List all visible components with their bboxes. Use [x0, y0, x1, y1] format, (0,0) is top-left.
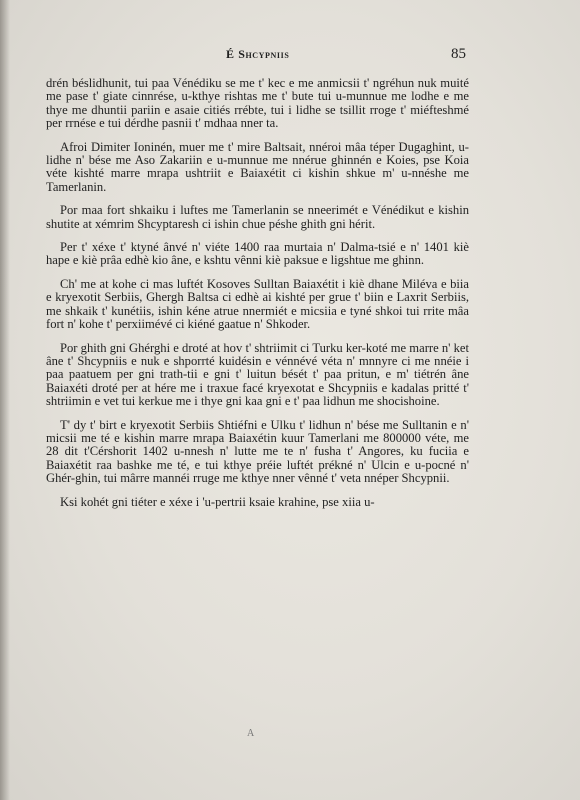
paragraph: Per t' xéxe t' ktyné ânvé n' viéte 1400 raa murtaia n' Dalma-tsié e n' 1401 kiè hape e kiè prâa edhè kio âne, e kshtu vênni kiè paksue e ligshtue me ghinn.	[46, 240, 469, 268]
paragraph: Ch' me at kohe ci mas luftét Kosoves Sulltan Baiaxétit i kiè dhane Miléva e biia e kryexotit Serbiis, Ghergh Baltsa ci edhè ai kishté per grue t' biin e Laxrit Serbiis, me shkaik t' kunétiis, ishin kéne atrue nnermiét e micsiia e tyné shkoi tui rrite mâa fort n' kohe t' perxiimévé ci kiéné gaatue n' Shkoder.	[46, 276, 469, 332]
paragraph: Por ghith gni Ghérghi e droté at hov t' shtriimit ci Turku ker-koté me marre n' ket âne t' Shcypniis e nuk e shporrté kuidésin e vénnévé véta n' mnnyre ci me nnéie i paa paatuem per gni trath-tii e gni t' luitun bését t' paa pritun, e m' tiétrén âne Baiaxéti droté per at hére me i traxue facé kryexotat e Shcypniis e kadalas pritté t' shtriimin e vet tui kerkue me i thye gni kaa gni e t' paa lidhun me shocishoine.	[46, 340, 469, 409]
paragraph: Por maa fort shkaiku i luftes me Tamerlanin se nneerimét e Vénédikut e kishin shutite at xémrim Shcyptaresh ci ishin chue péshe ghith gni hérit.	[46, 203, 469, 231]
body-text	[46, 77, 469, 519]
paragraph: Ksi kohét gni tiéter e xéxe i 'u-pertrii ksaie krahine, pse xiia u-	[60, 494, 375, 509]
footer-mark: A	[247, 728, 255, 739]
paragraph: T' dy t' birt e kryexotit Serbiis Shtiéfni e Ulku t' lidhun n' bése me Sulltanin e n' micsii me té e kishin marre mrapa Baiaxétin kuur Tamerlani me 800000 véte, me 28 dit t'Cérshorit 1402 u-nnesh n' lutte me te n' fusha t' Angores, ku fuciia e Baiaxétit raa bashke me té, e tui kthye préie luftét prékné n' Ulcin e u-pocné n' Ghér-ghin, tui mârre mannéi rruge me kthye nner vênné t' veta nnéper Shcypnii.	[46, 417, 469, 486]
paragraph: Afroi Dimiter Ioninén, muer me t' mire Baltsait, nnéroi mâa téper Dugaghint, u-lidhe n' bése me Aso Zakariin e u-munnue me nnérue ghinnén e Koies, pse Koia véte kishté marre mrapa ushtriit e Baiaxétit ci kishin shkue m' u-nnéshe me Tamerlanin.	[46, 139, 469, 194]
page-header	[46, 46, 466, 63]
running-head: É Shcypniis	[226, 47, 290, 61]
paragraph: drén béslidhunit, tui paa Vénédiku se me t' kec e me anmicsii t' ngréhun nuk muité me pase t' giate cinnrése, u-kthye rishtas me t' bute tui u-munnue me lodhe e me thye me dhuntii pariin e asaie citiés rrébte, tui i lidhe se tsillit rroge t' miéfteshmé per rrnése e tui dérdhe pasnii t' mdhaa nner ta.	[46, 76, 469, 131]
page-edge-shadow	[0, 0, 10, 800]
page-number: 85	[451, 46, 466, 62]
